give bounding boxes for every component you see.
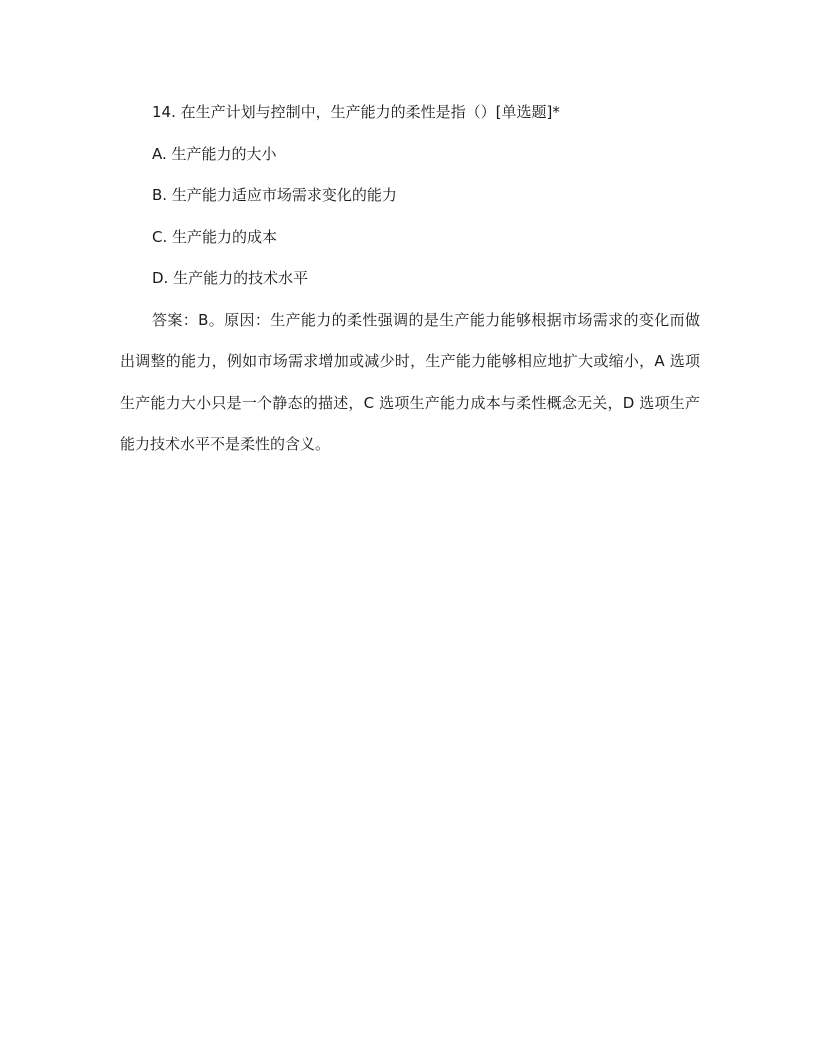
question-stem: 14. 在生产计划与控制中，生产能力的柔性是指（）[单选题]*: [152, 103, 560, 121]
question-block: [120, 92, 700, 466]
option-b: B. 生产能力适应市场需求变化的能力: [152, 186, 397, 204]
option-d: D. 生产能力的技术水平: [152, 269, 309, 287]
option-c: C. 生产能力的成本: [152, 227, 278, 246]
answer-explanation: 答案：B。原因：生产能力的柔性强调的是生产能力能够根据市场需求的变化而做出调整的能力，例如市场需求增加或减少时，生产能力能够相应地扩大或缩小，A 选项生产能力大小只是一个静态的描述，C 选项生产能力成本与柔性概念无关，D 选项生产能力技术水平不是柔性的含义。: [120, 310, 700, 453]
option-a: A. 生产能力的大小: [152, 144, 277, 163]
